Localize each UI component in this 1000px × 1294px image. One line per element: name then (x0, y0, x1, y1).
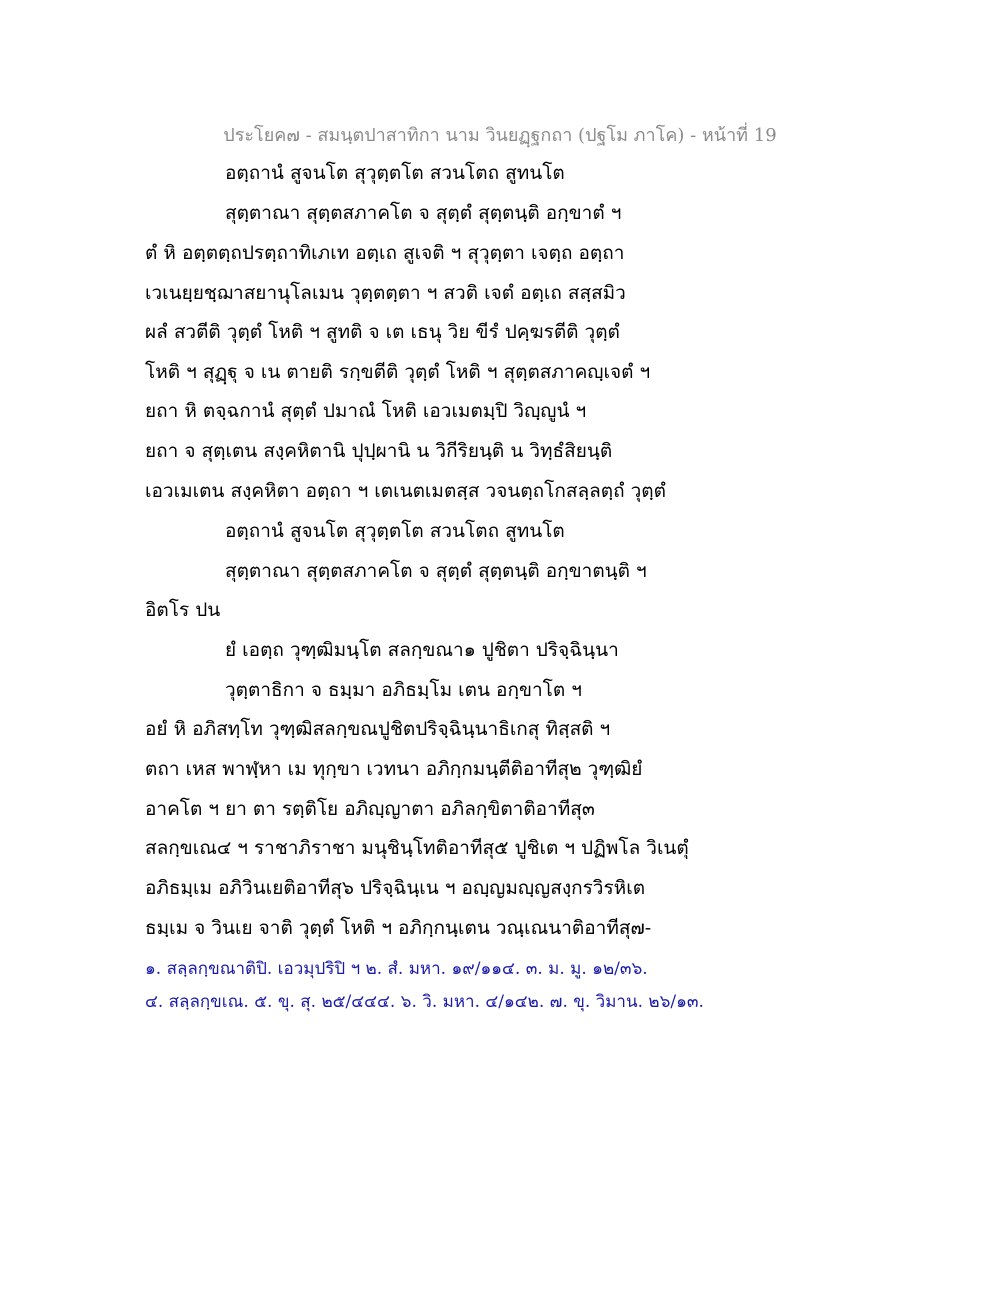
footnote-line: ๔. สลฺลกฺขเณ. ๕. ขุ. สุ. ๒๕/๔๔๔. ๖. วิ. มหา. ๔/๑๔๒. ๗. ขุ. วิมาน. ๒๖/๑๓. (145, 992, 704, 1012)
body-line: เอวเมเตน สงฺคหิตา อตฺถา ฯ เตเนตเมตสฺส วจนตฺถโกสลฺลตฺถํ วุตฺตํ (145, 480, 666, 502)
body-line: ยถา หิ ตจฺฉกานํ สุตฺตํ ปมาณํ โหติ เอวเมตมฺปิ วิญฺญูนํ ฯ (145, 400, 587, 422)
body-line: ยถา จ สุตฺเตน สงฺคหิตานิ ปุปฺผานิ น วิกีริยนฺติ น วิทฺธํสิยนฺติ (145, 440, 613, 462)
page-header: ประโยค๗ - สมนฺตปาสาทิกา นาม วินยฏฺฐกถา (ปฐโม ภาโค) - หน้าที่ 19 (223, 125, 777, 146)
verse-line: อตฺถานํ สูจนโต สุวุตฺตโต สวนโตถ สูทนโต (225, 520, 565, 542)
verse-line: วุตฺตาธิกา จ ธมฺมา อภิธมฺโม เตน อกฺขาโต ฯ (225, 679, 582, 701)
body-line: เวเนยฺยชฺฌาสยานุโลเมน วุตฺตตฺตา ฯ สวติ เจตํ อตฺเถ สสฺสมิว (145, 282, 626, 304)
body-line: อิตโร ปน (145, 599, 221, 621)
body-line: อภิธมฺเม อภิวินเยติอาทีสุ๖ ปริจฺฉินฺเน ฯ อญฺญมญฺญสงฺกรวิรหิเต (145, 877, 646, 899)
verse-line: สุตฺตาณา สุตฺตสภาคโต จ สุตฺตํ สุตฺตนฺติ อกฺขาตํ ฯ (225, 202, 622, 224)
body-line: โหติ ฯ สุฏฺฐุ จ เน ตายติ รกฺขตีติ วุตฺตํ โหติ ฯ สุตฺตสภาคญฺเจตํ ฯ (145, 361, 651, 383)
body-line: อยํ หิ อภิสทฺโท วุฑฺฒิสลกฺขณปูชิตปริจฺฉินฺนาธิเกสุ ทิสฺสติ ฯ (145, 718, 611, 740)
body-line: ผลํ สวตีติ วุตฺตํ โหติ ฯ สูทติ จ เต เธนุ วิย ขีรํ ปคฺฆรตีติ วุตฺตํ (145, 321, 620, 343)
body-line: ตํ หิ อตฺตตฺถปรตฺถาทิเภเท อตฺเถ สูเจติ ฯ สุวุตฺตา เจตฺถ อตฺถา (145, 242, 625, 264)
body-line: ธมฺเม จ วินเย จาติ วุตฺตํ โหติ ฯ อภิกฺกนฺเตน วณฺเณนาติอาทีสุ๗- (145, 917, 652, 939)
footnote-line: ๑. สลฺลกฺขณาติปิ. เอวมุปริปิ ฯ ๒. สํ. มหา. ๑๙/๑๑๔. ๓. ม. มู. ๑๒/๓๖. (145, 959, 648, 979)
body-line: อาคโต ฯ ยา ตา รตฺติโย อภิญฺญาตา อภิลกฺขิตาติอาทีสุ๓ (145, 798, 595, 820)
verse-line: สุตฺตาณา สุตฺตสภาคโต จ สุตฺตํ สุตฺตนฺติ อกฺขาตนฺติ ฯ (225, 560, 647, 582)
verse-line: อตฺถานํ สูจนโต สุวุตฺตโต สวนโตถ สูทนโต (225, 162, 565, 184)
verse-line: ยํ เอตฺถ วุฑฺฒิมนฺโต สลกฺขณา๑ ปูชิตา ปริจฺฉินฺนา (225, 639, 619, 661)
body-line: สลกฺขเณ๔ ฯ ราชาภิราชา มนุชินฺโทติอาทีสุ๕ ปูชิเต ฯ ปฏิพโล วิเนตุํ (145, 837, 689, 859)
body-line: ตถา เหส พาฬฺหา เม ทุกฺขา เวทนา อภิกฺกมนฺตีติอาทีสุ๒ วุฑฺฒิยํ (145, 758, 643, 780)
